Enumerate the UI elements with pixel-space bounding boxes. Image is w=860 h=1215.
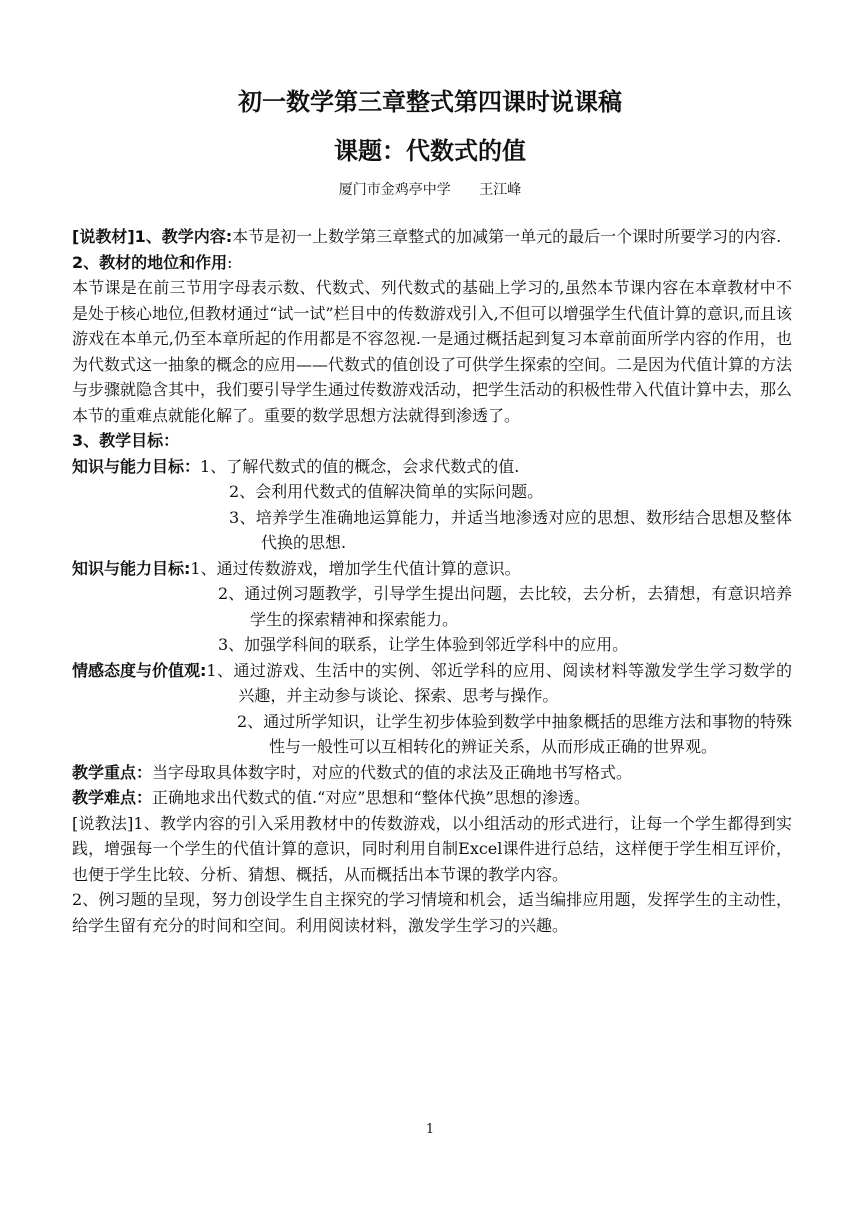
difficult-point-heading: 教学难点： xyxy=(72,788,153,807)
teaching-method-paragraph-2: 2、例习题的呈现，努力创设学生自主探究的学习情境和机会，适当编排应用题，发挥学生的主动性，给学生留有充分的时间和空间。利用阅读材料，激发学生学习的兴趣。 xyxy=(72,890,792,935)
goal-item: 2、通过所学知识，让学生初步体验到数学中抽象概括的思维方法和事物的特殊性与一般性可以互相转化的辨证关系，从而形成正确的世界观。 xyxy=(237,711,792,756)
goal-item: 3、加强学科间的联系，让学生体验到邻近学科中的应用。 xyxy=(218,635,629,654)
document-body xyxy=(72,224,792,938)
goal-group-heading: 知识与能力目标： xyxy=(72,456,201,476)
section-teaching-method xyxy=(72,811,792,888)
section-teaching-goals-heading: 3、教学目标： xyxy=(72,431,180,450)
section-heading: 2、教材的地位和作用 xyxy=(72,252,228,272)
section-status-role-text: 本节课是在前三节用字母表示数、代数式、列代数式的基础上学习的,虽然本节课内容在本章教材中不是处于核心地位,但教材通过“试一试”栏目中的传数游戏引入,不但可以增强学生代值计算的意识,而且该游戏在本单元,仍至本章所起的作用都是不容忽视.一是通过概括起到复习本章前面所学内容的作用，也为代数式这一抽象的概念的应用——代数式的值创设了可供学生探索的空间。二是因为代值计算的方法与步骤就隐含其中，我们要引导学生通过传数游戏活动，把学生活动的积极性带入代值计算中去，那么本节的重难点就能化解了。重要的数学思想方法就得到渗透了。 xyxy=(72,278,793,425)
document-title: 初一数学第三章整式第四课时说课稿 xyxy=(238,88,622,116)
section-teaching-content xyxy=(72,224,792,250)
author-school: 厦门市金鸡亭中学 xyxy=(338,182,451,198)
document-subtitle: 课题：代数式的值 xyxy=(334,137,526,165)
goal-group-heading: 情感态度与价值观: xyxy=(72,660,207,680)
page-number: 1 xyxy=(425,1122,435,1137)
goal-group-emotion xyxy=(72,658,792,709)
paragraph-text: 本节是初一上数学第三章整式的加减第一单元的最后一个课时所要学习的内容. xyxy=(232,227,782,246)
section-status-role-heading xyxy=(72,250,792,276)
difficult-point xyxy=(72,785,792,811)
goal-item: 2、通过例习题教学，引导学生提出问题，去比较，去分析，去猜想，有意识培养学生的探索精神和探索能力。 xyxy=(218,584,792,629)
goal-group-knowledge xyxy=(72,454,792,480)
goal-item: 1、通过游戏、生活中的实例、邻近学科的应用、阅读材料等激发学生学习数学的兴趣，并主动参与谈论、探索、思考与操作。 xyxy=(206,660,792,705)
section-heading: [说教法] xyxy=(72,813,134,833)
author-line xyxy=(0,179,860,199)
key-point-text: 当字母取具体数字时，对应的代数式的值的求法及正确地书写格式。 xyxy=(152,762,633,782)
key-point-heading: 教学重点： xyxy=(72,762,153,782)
goal-group-heading: 知识与能力目标: xyxy=(72,558,191,578)
difficult-point-text: 正确地求出代数式的值.“对应”思想和“整体代换”思想的渗透。 xyxy=(152,788,590,807)
goal-item: 1、了解代数式的值的概念，会求代数式的值. xyxy=(200,456,520,476)
section-heading: [说教材]1、教学内容: xyxy=(72,227,233,246)
paragraph-text: 1、教学内容的引入采用教材中的传数游戏，以小组活动的形式进行，让每一个学生都得到实践，增强每一个学生的代值计算的意识，同时利用自制Excel课件进行总结，这样便于学生相互评价，也便于学生比较、分析、猜想、概括，从而概括出本节课的教学内容。 xyxy=(72,813,792,884)
author-name: 王江峰 xyxy=(479,182,522,198)
key-point xyxy=(72,760,792,786)
goal-group-ability xyxy=(72,556,792,582)
goal-item: 3、培养学生准确地运算能力，并适当地渗透对应的思想、数形结合思想及整体代换的思想. xyxy=(229,507,792,552)
heading-colon: : xyxy=(227,252,233,272)
goal-item: 2、会利用代数式的值解决简单的实际问题。 xyxy=(229,482,544,501)
goal-item: 1、通过传数游戏，增加学生代值计算的意识。 xyxy=(190,558,521,578)
